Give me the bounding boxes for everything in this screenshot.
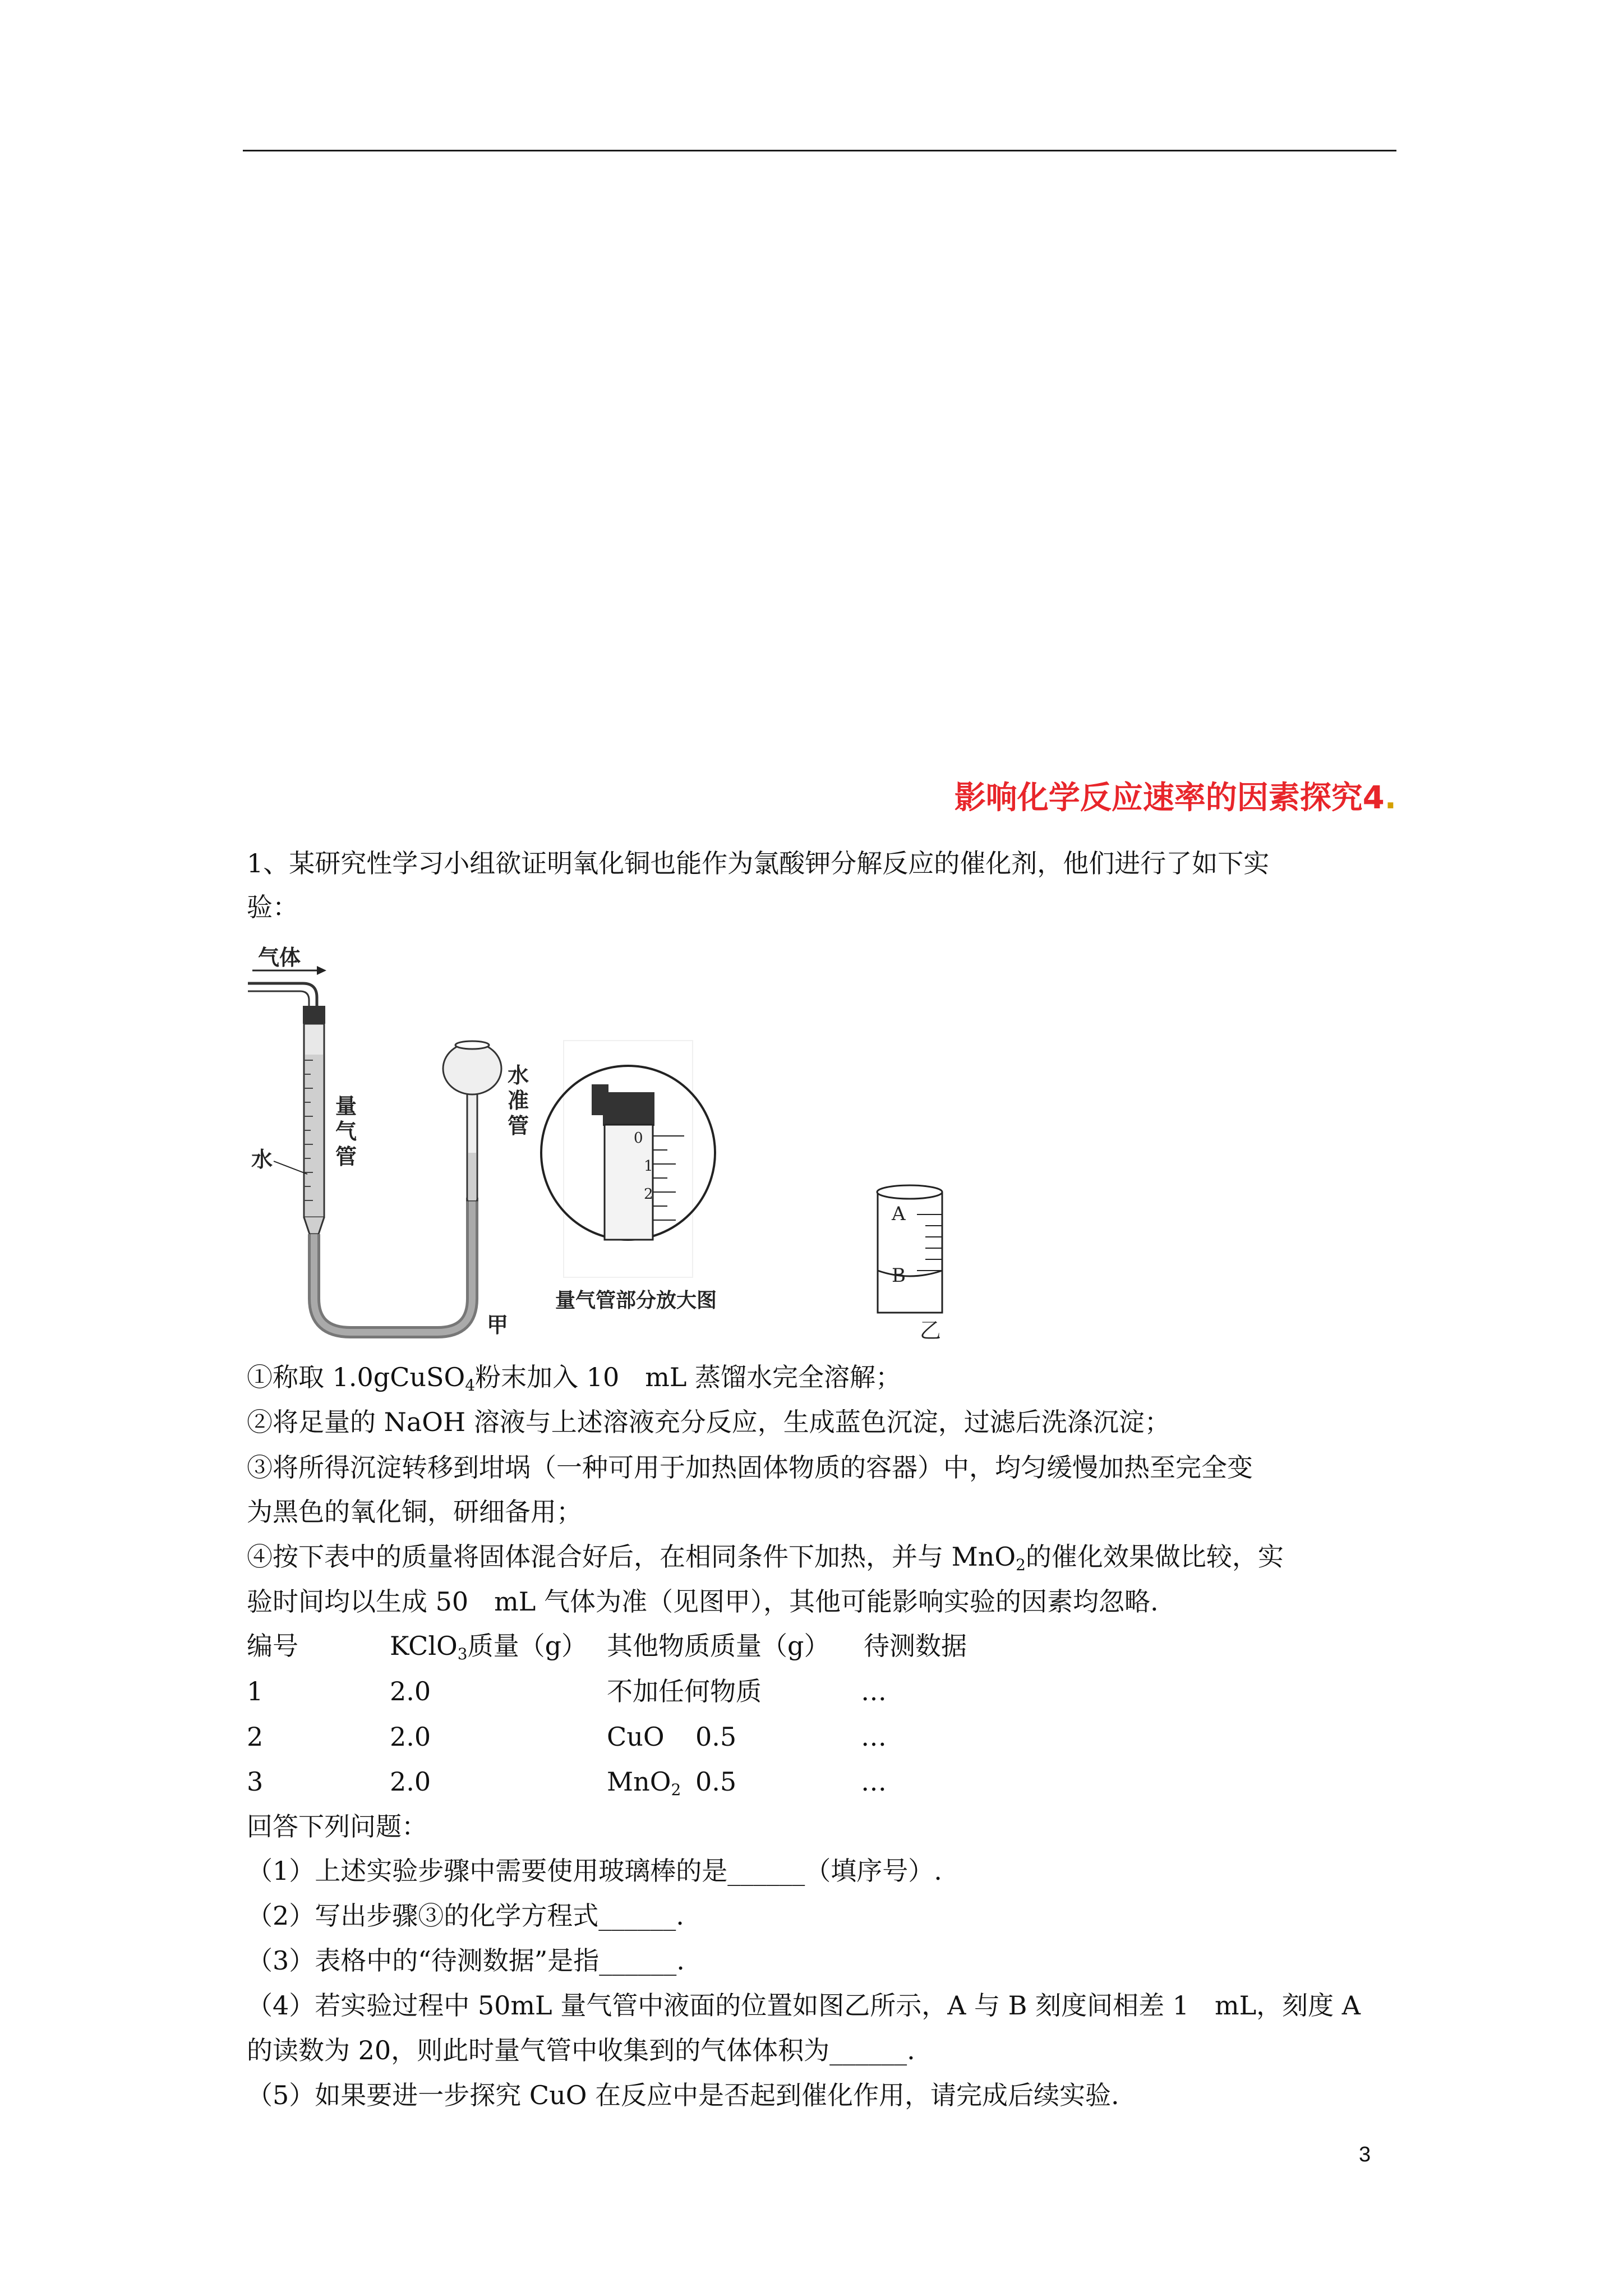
label-gas: 气体 (258, 945, 301, 970)
rubber-tube (314, 1198, 472, 1332)
table-row-2-data: … (861, 1722, 887, 1752)
step-4-subscript: 2 (1016, 1556, 1026, 1574)
magnified-tube (605, 1125, 653, 1240)
step-1-subscript: 4 (465, 1376, 476, 1395)
table-row-2-other: CuO (607, 1722, 665, 1752)
answers-intro: 回答下列问题： (247, 1811, 427, 1842)
table-row-1-data: … (861, 1676, 887, 1706)
step-3-line1: ③将所得沉淀转移到坩埚（一种可用于加热固体物质的容器）中，均匀缓慢加热至完全变 (247, 1452, 1253, 1483)
figure-jia (248, 945, 529, 1337)
table-header-kclo3: KClO$_3$质量（g） (390, 1631, 588, 1663)
label-yi: 乙 (920, 1318, 942, 1343)
question-3: （3）表格中的“待测数据”是指______. (247, 1945, 685, 1976)
table-row-3-data: … (861, 1766, 887, 1797)
question-5: （5）如果要进一步探究 CuO 在反应中是否起到催化作用，请完成后续实验. (247, 2080, 1119, 2110)
table-row-1-other: 不加任何物质 (607, 1676, 762, 1706)
scale-tick-1: 1 (644, 1158, 653, 1175)
label-gas-tube-2: 气 (335, 1119, 357, 1144)
label-level-tube-2: 准 (508, 1088, 529, 1113)
question-intro-line2: 验： (247, 892, 298, 922)
figure-yi (877, 1185, 942, 1343)
table-row-2-mass: 0.5 (695, 1722, 737, 1752)
step-4-line1: ④按下表中的质量将固体混合好后，在相同条件下加热，并与 MnO$_2$的催化效果做比较，实 (247, 1542, 1284, 1574)
rubber-tube-inner (314, 1198, 472, 1332)
scale-tick-2: 2 (644, 1186, 653, 1203)
level-tube-bulb (443, 1043, 501, 1094)
step-1: ①称取 1.0gCuSO$_4$粉末加入 10 mL 蒸馏水完全溶解； (247, 1362, 902, 1395)
magnified-caption: 量气管部分放大图 (555, 1289, 717, 1312)
table-row-2-id: 2 (247, 1722, 264, 1752)
title-dot: . (1384, 780, 1396, 816)
table-row-3-kclo3: 2.0 (390, 1766, 431, 1797)
burette-tip (304, 1217, 324, 1234)
page-title: 影响化学反应速率的因素探究4. (954, 780, 1396, 816)
gas-arrow-head (317, 966, 326, 975)
label-level-tube-1: 水 (508, 1063, 529, 1088)
level-tube-water (468, 1153, 476, 1200)
mark-a: A (892, 1203, 906, 1225)
level-tube-mouth (455, 1041, 489, 1049)
question-intro-line1: 1、某研究性学习小组欲证明氧化铜也能作为氯酸钾分解反应的催化剂，他们进行了如下实 (247, 848, 1270, 878)
magnified-stopper-body (603, 1092, 654, 1126)
cylinder-body (878, 1192, 942, 1313)
table-row-3-id: 3 (247, 1766, 264, 1797)
burette-water (305, 1055, 323, 1216)
mark-b: B (892, 1264, 906, 1287)
table-header-other: 其他物质质量（g） (607, 1631, 830, 1661)
magnified-view (541, 1041, 717, 1312)
table-row-2-kclo3: 2.0 (390, 1722, 431, 1752)
table-row-3-mass: 0.5 (695, 1766, 737, 1797)
question-4-line1: （4）若实验过程中 50mL 量气管中液面的位置如图乙所示，A 与 B 刻度间相差 1 mL，刻度 A (247, 1990, 1361, 2021)
burette-stopper (303, 1006, 325, 1024)
label-gas-tube-1: 量 (335, 1094, 357, 1119)
scale-tick-0: 0 (634, 1130, 643, 1147)
cylinder-top (877, 1185, 942, 1199)
question-2: （2）写出步骤③的化学方程式______. (247, 1901, 684, 1931)
question-1: （1）上述实验步骤中需要使用玻璃棒的是______（填序号）. (247, 1856, 942, 1886)
table-header-id: 编号 (247, 1631, 298, 1661)
page-number: 3 (1359, 2143, 1371, 2166)
inlet-tube-outer (248, 983, 317, 1007)
table-header-data: 待测数据 (864, 1631, 967, 1661)
step-2: ②将足量的 NaOH 溶液与上述溶液充分反应，生成蓝色沉淀，过滤后洗涤沉淀； (247, 1407, 1170, 1437)
step-3-line2: 为黑色的氧化铜，研细备用； (247, 1497, 582, 1527)
header-rule (243, 150, 1396, 151)
question-4-line2: 的读数为 20，则此时量气管中收集到的气体体积为______. (247, 2035, 915, 2065)
apparatus-svg (241, 940, 987, 1355)
table-row-1-kclo3: 2.0 (390, 1676, 431, 1706)
apparatus-figure (241, 940, 987, 1355)
table-row-1-id: 1 (247, 1676, 264, 1706)
water-pointer (274, 1161, 307, 1174)
label-level-tube-3: 管 (508, 1114, 529, 1138)
label-gas-tube-3: 管 (335, 1144, 357, 1169)
inlet-tube-inner (248, 991, 309, 1007)
label-jia: 甲 (487, 1313, 509, 1337)
step-4-line2: 验时间均以生成 50 mL 气体为准（见图甲），其他可能影响实验的因素均忽略. (247, 1586, 1159, 1617)
table-row-3-other: MnO$_2$ (607, 1766, 681, 1799)
label-water: 水 (251, 1147, 273, 1172)
